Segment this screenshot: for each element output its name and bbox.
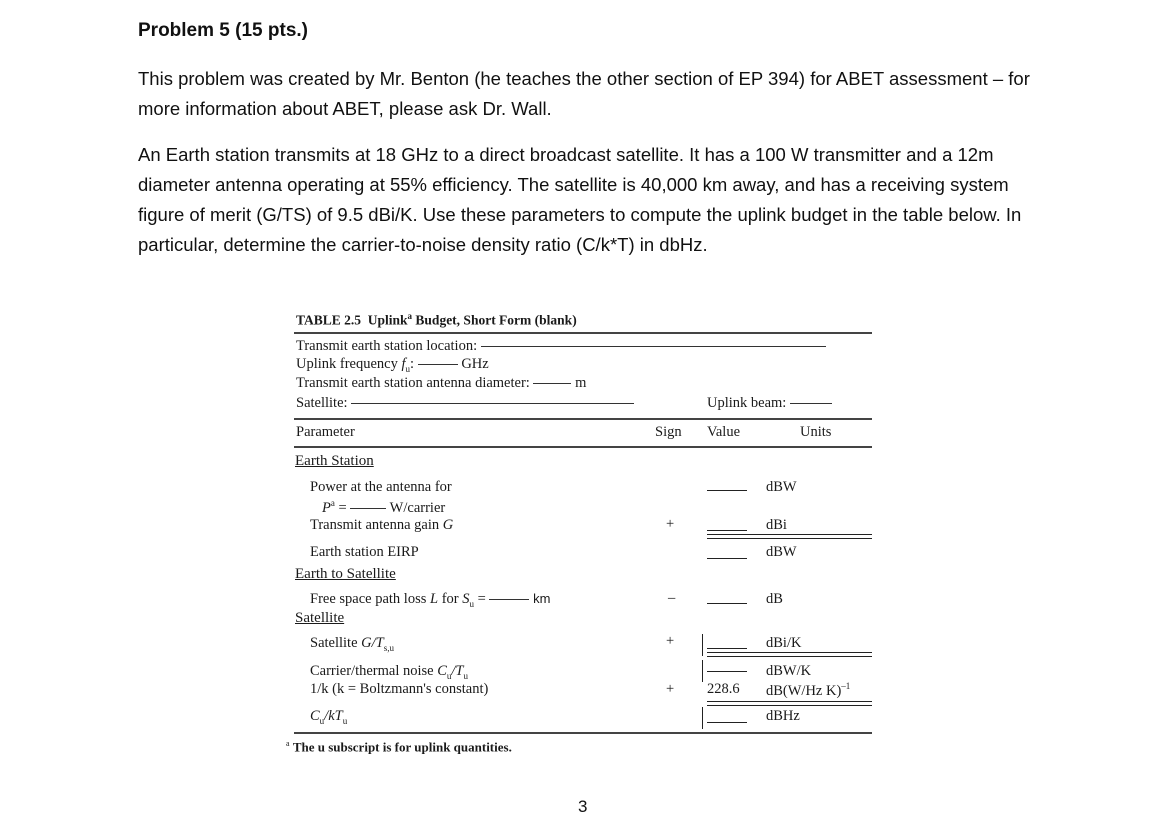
row-ckt-units: dBHz	[766, 708, 800, 724]
value-separator-3	[702, 707, 703, 729]
row-cn-units: dBW/K	[766, 663, 812, 679]
value-separator-2	[702, 660, 703, 682]
gt-value-blank	[707, 648, 747, 649]
row-fspl: Free space path loss L for $S_u$ = km	[310, 591, 551, 609]
row-eirp-units: dBW	[766, 544, 797, 560]
row-cn: Carrier/thermal noise $C_u/T_u$	[310, 663, 468, 681]
row-k-sign: +	[666, 681, 675, 697]
gain-value-blank	[707, 530, 747, 531]
row-fspl-units: dB	[766, 591, 783, 607]
row-gain-sign: +	[666, 516, 675, 532]
row-gt: Satellite $G/T_{s,u}$	[310, 635, 394, 653]
uplink-budget-table	[286, 308, 872, 758]
section-satellite: Satellite	[295, 610, 345, 626]
field-uplink-beam: Uplink beam:	[707, 395, 832, 412]
col-value: Value	[707, 424, 741, 440]
row-power-sub: $P^a$ = W/carrier	[322, 498, 446, 516]
page-number: 3	[578, 797, 588, 816]
field-location: Transmit earth station location:	[296, 338, 826, 355]
row-ckt: $C_u/kT_u$	[310, 708, 348, 726]
problem-intro: This problem was created by Mr. Benton (he teaches the other section of EP 394) for ABET assessment – for more information about ABET, please ask Dr. Wall.	[138, 68, 1030, 119]
fspl-value-blank	[707, 603, 747, 604]
field-diameter: Transmit earth station antenna diameter: m	[296, 375, 587, 391]
field-frequency: Uplink frequency $f_u$: GHz	[296, 356, 489, 374]
table-caption: TABLE 2.5 Uplink$^a$ Budget, Short Form (blank)	[296, 311, 577, 328]
caption-rule	[294, 332, 872, 334]
row-k-value: 228.6	[707, 681, 740, 697]
k-sum-rule	[707, 701, 872, 706]
problem-statement: An Earth station transmits at 18 GHz to a direct broadcast satellite. It has a 100 W transmitter and a 12m diameter antenna operating at 55% efficiency. The satellite is 40,000 km away, and has a receiving system figure of merit (G/TS) of 9.5 dBi/K. Use these parameters to compute the uplink budget in the table below. In particular, determine the carrier-to-noise density ratio (C/k*T) in dbHz.	[138, 144, 1022, 255]
col-sign: Sign	[655, 424, 682, 440]
column-rule	[294, 446, 872, 448]
value-separator-1	[702, 634, 703, 656]
col-units: Units	[800, 424, 832, 440]
header-rule	[294, 418, 872, 420]
row-k-units: dB(W/Hz K)$^{-1}$	[766, 681, 851, 699]
row-power-label: Power at the antenna for	[310, 479, 452, 495]
ckt-value-blank	[707, 722, 747, 723]
row-gain: Transmit antenna gain G	[310, 517, 454, 533]
table-bottom-rule	[294, 732, 872, 734]
row-gt-sign: +	[666, 633, 675, 649]
problem-title: Problem 5 (15 pts.)	[138, 20, 308, 41]
row-power-units: dBW	[766, 479, 797, 495]
row-gt-units: dBi/K	[766, 635, 802, 651]
section-earth-station: Earth Station	[295, 453, 374, 469]
row-gain-units: dBi	[766, 517, 787, 533]
gt-sum-rule	[707, 652, 872, 657]
eirp-value-blank	[707, 558, 747, 559]
row-fspl-sign: –	[668, 590, 676, 606]
row-k-label: 1/k (k = Boltzmann's constant)	[310, 681, 489, 697]
power-value-blank	[707, 490, 747, 491]
cn-value-blank	[707, 671, 747, 672]
table-footnote: $^a$ The u subscript is for uplink quantities.	[286, 739, 512, 755]
col-parameter: Parameter	[296, 424, 355, 440]
gain-sum-rule	[707, 534, 872, 539]
section-earth-to-satellite: Earth to Satellite	[295, 566, 396, 582]
row-eirp-label: Earth station EIRP	[310, 544, 419, 560]
field-satellite: Satellite:	[296, 395, 634, 412]
